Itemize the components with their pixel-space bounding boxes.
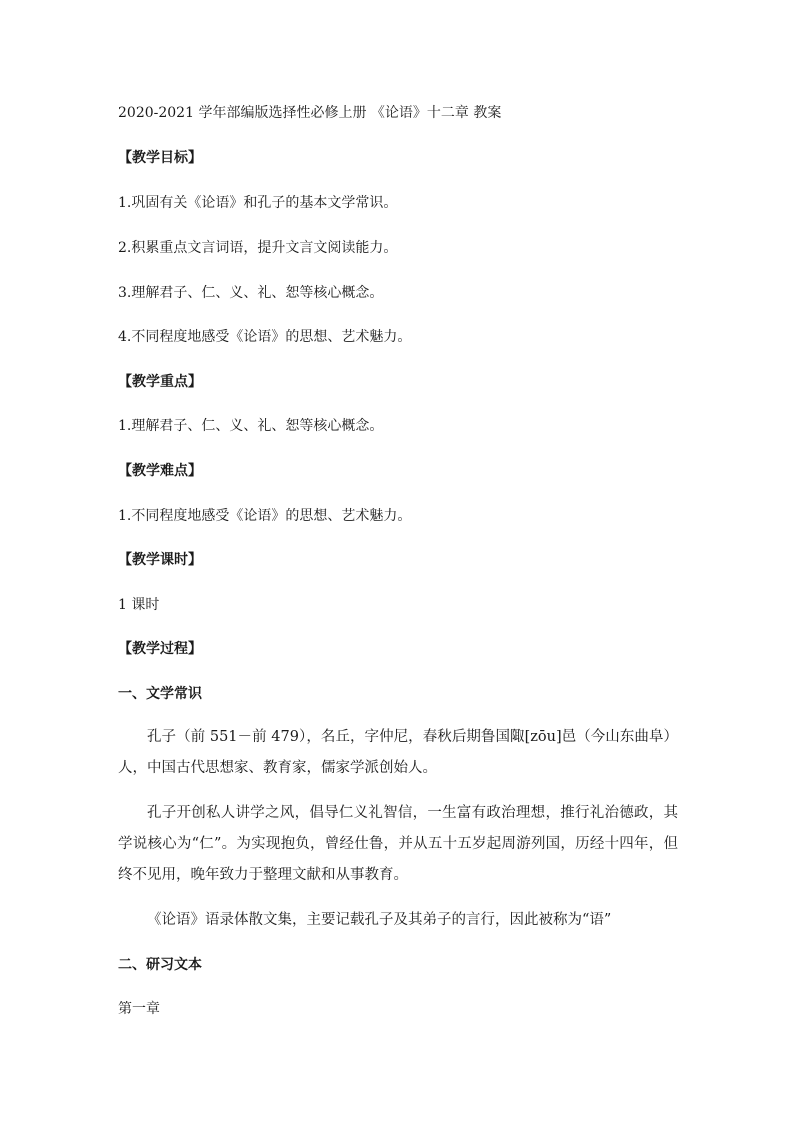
chapter-1-heading: 第一章 [118, 1001, 160, 1017]
paragraph-confucius-bio: 孔子（前 551－前 479），名丘，字仲尼，春秋后期鲁国陬[zōu]邑（今山东曲阜）人，中国古代思想家、教育家，儒家学派创始人。 [118, 729, 678, 776]
part2-heading: 二、研习文本 [118, 957, 202, 973]
hours-heading: 【教学课时】 [118, 552, 202, 568]
difficult-point-1: 1.不同程度地感受《论语》的思想、艺术魅力。 [118, 508, 412, 524]
paragraph-confucius-career: 孔子开创私人讲学之风，倡导仁义礼智信，一生富有政治理想，推行礼治德政，其学说核心为“仁”。为实现抱负，曾经仕鲁，并从五十五岁起周游列国，历经十四年，但终不见用，晚年致力于整理文献和从事教育。 [118, 805, 678, 883]
hours-value: 1 课时 [118, 597, 160, 613]
key-heading: 【教学重点】 [118, 374, 202, 390]
key-point-1: 1.理解君子、仁、义、礼、恕等核心概念。 [118, 418, 384, 434]
goal-item-2: 2.积累重点文言词语，提升文言文阅读能力。 [118, 240, 398, 256]
goals-heading: 【教学目标】 [118, 150, 202, 166]
part1-heading: 一、文学常识 [118, 686, 202, 702]
document-title: 2020-2021 学年部编版选择性必修上册 《论语》十二章 教案 [118, 105, 502, 121]
process-heading: 【教学过程】 [118, 641, 202, 657]
difficult-heading: 【教学难点】 [118, 463, 202, 479]
goal-item-1: 1.巩固有关《论语》和孔子的基本文学常识。 [118, 195, 398, 211]
paragraph-analects-intro: 《论语》语录体散文集，主要记载孔子及其弟子的言行，因此被称为“语” [147, 912, 612, 928]
goal-item-4: 4.不同程度地感受《论语》的思想、艺术魅力。 [118, 329, 412, 345]
goal-item-3: 3.理解君子、仁、义、礼、恕等核心概念。 [118, 285, 384, 301]
